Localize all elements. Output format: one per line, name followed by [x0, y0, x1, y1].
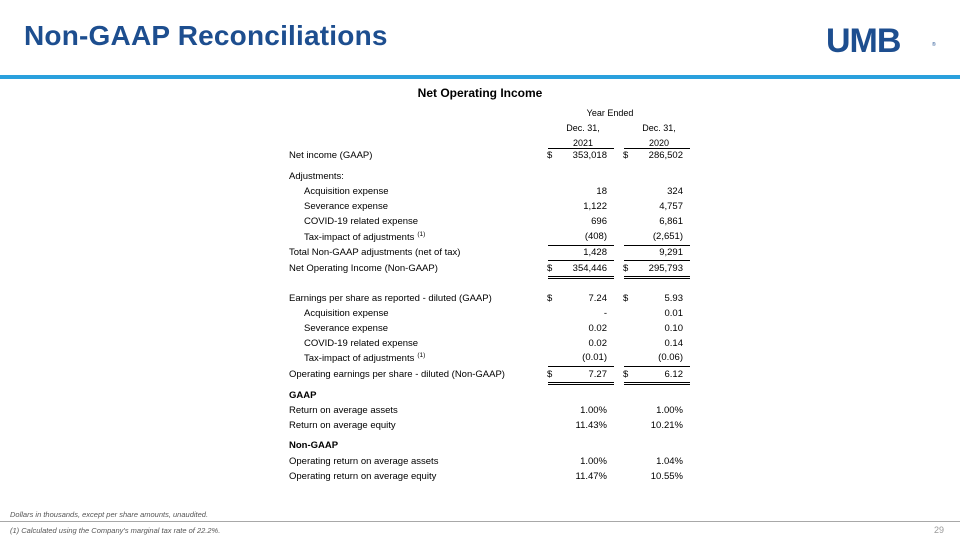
value-2020: 10.55% — [650, 471, 683, 482]
subtotal-rule — [548, 260, 614, 261]
slide-title: Non-GAAP Reconciliations — [24, 20, 388, 51]
footnote-ref: (1) — [417, 352, 426, 359]
currency-symbol: $ — [623, 293, 629, 304]
value-2020: 6.12 — [664, 369, 683, 380]
row-label: COVID-19 related expense — [304, 338, 419, 349]
value-2020: 1.04% — [656, 456, 683, 467]
value-2020: 1.00% — [656, 405, 683, 416]
total-double-rule — [548, 276, 614, 279]
subtotal-rule — [548, 366, 614, 367]
tax-footnote: (1) Calculated using the Company's marginal tax rate of 22.2%. — [10, 526, 221, 535]
table-row — [289, 263, 689, 277]
row-label: Return on average equity — [289, 420, 396, 431]
basis-footnote: Dollars in thousands, except per share amounts, unaudited. — [10, 510, 209, 519]
row-label: Earnings per share as reported - diluted (GAAP) — [289, 293, 492, 304]
value-2021: 354,446 — [572, 263, 607, 274]
row-label: Adjustments: — [289, 171, 344, 182]
value-2021: 1.00% — [580, 405, 607, 416]
value-2020: 4,757 — [659, 201, 683, 212]
col1-header-line1: Dec. 31, — [566, 123, 600, 133]
value-2020: 286,502 — [648, 150, 683, 161]
footnote-ref: (1) — [417, 231, 426, 238]
value-2021: 18 — [596, 186, 607, 197]
row-label: Tax-impact of adjustments — [304, 353, 415, 365]
col2-header-line1: Dec. 31, — [642, 123, 676, 133]
section-title: Net Operating Income — [417, 86, 543, 100]
row-label: Acquisition expense — [304, 308, 389, 319]
value-2021: (0.01) — [582, 352, 607, 363]
col2-header-year: 2020 — [648, 138, 670, 148]
table-row — [289, 293, 689, 307]
value-2021: 696 — [591, 216, 607, 227]
currency-symbol: $ — [623, 150, 629, 161]
table-row — [289, 308, 689, 322]
table-row — [289, 405, 689, 419]
currency-symbol: $ — [547, 150, 553, 161]
table-row — [289, 171, 689, 185]
row-label: Severance expense — [304, 201, 388, 212]
subtotal-rule — [624, 366, 690, 367]
row-label: Operating earnings per share - diluted (Non-GAAP) — [289, 369, 505, 380]
value-2021: 0.02 — [588, 323, 607, 334]
value-2020: 9,291 — [659, 247, 683, 258]
value-2021: - — [603, 308, 607, 319]
footer-rule — [0, 521, 960, 522]
umb-logo — [826, 24, 938, 58]
value-2021: 1,122 — [583, 201, 607, 212]
subtotal-rule — [624, 245, 690, 246]
table-row — [289, 390, 689, 404]
logo-registered-mark: ® — [932, 42, 936, 48]
subtotal-rule — [548, 245, 614, 246]
row-label: COVID-19 related expense — [304, 216, 419, 227]
value-2021: 7.24 — [588, 293, 607, 304]
table-row — [289, 186, 689, 200]
value-2021: 353,018 — [572, 150, 607, 161]
table-row — [289, 201, 689, 215]
section-heading-gaap: GAAP — [289, 390, 317, 401]
table-row — [289, 338, 689, 352]
value-2021: 7.27 — [588, 369, 607, 380]
value-2020: (0.06) — [658, 352, 683, 363]
col1-header-underline — [548, 148, 614, 149]
table-row — [289, 323, 689, 337]
value-2020: 0.14 — [664, 338, 683, 349]
table-row — [289, 369, 689, 383]
table-row — [289, 216, 689, 230]
value-2021: 11.47% — [575, 471, 607, 482]
value-2020: 0.10 — [664, 323, 683, 334]
value-2020: (2,651) — [652, 231, 683, 242]
row-label: Operating return on average assets — [289, 456, 439, 467]
value-2021: 11.43% — [575, 420, 607, 431]
value-2021: 1.00% — [580, 456, 607, 467]
value-2020: 324 — [667, 186, 683, 197]
table-row — [289, 471, 689, 485]
currency-symbol: $ — [623, 263, 629, 274]
row-label: Acquisition expense — [304, 186, 389, 197]
row-label: Operating return on average equity — [289, 471, 437, 482]
title-rule — [0, 75, 960, 79]
table-row — [289, 420, 689, 434]
table-row — [289, 150, 689, 164]
row-label: Net Operating Income (Non-GAAP) — [289, 263, 438, 274]
value-2021: 0.02 — [588, 338, 607, 349]
currency-symbol: $ — [547, 369, 553, 380]
total-double-rule — [548, 382, 614, 385]
currency-symbol: $ — [547, 293, 553, 304]
period-header: Year Ended — [586, 108, 634, 118]
value-2021: (408) — [584, 231, 607, 242]
table-row — [289, 231, 689, 245]
row-label: Total Non-GAAP adjustments (net of tax) — [289, 247, 461, 258]
total-double-rule — [624, 382, 690, 385]
value-2021: 1,428 — [583, 247, 607, 258]
col2-header-underline — [624, 148, 690, 149]
value-2020: 0.01 — [664, 308, 683, 319]
value-2020: 10.21% — [650, 420, 683, 431]
value-2020: 295,793 — [648, 263, 683, 274]
value-2020: 6,861 — [659, 216, 683, 227]
col1-header-year: 2021 — [572, 138, 594, 148]
table-row — [289, 456, 689, 470]
row-label: Return on average assets — [289, 405, 398, 416]
total-double-rule — [624, 276, 690, 279]
row-label: Net income (GAAP) — [289, 150, 373, 161]
logo-text: UMB — [826, 24, 901, 58]
row-label: Tax-impact of adjustments — [304, 232, 415, 244]
table-row — [289, 352, 689, 366]
row-label: Severance expense — [304, 323, 388, 334]
subtotal-rule — [624, 260, 690, 261]
table-row — [289, 440, 689, 454]
currency-symbol: $ — [623, 369, 629, 380]
value-2020: 5.93 — [664, 293, 683, 304]
currency-symbol: $ — [547, 263, 553, 274]
page-number: 29 — [933, 525, 944, 535]
section-heading-non-gaap: Non-GAAP — [289, 440, 339, 451]
table-row — [289, 247, 689, 261]
